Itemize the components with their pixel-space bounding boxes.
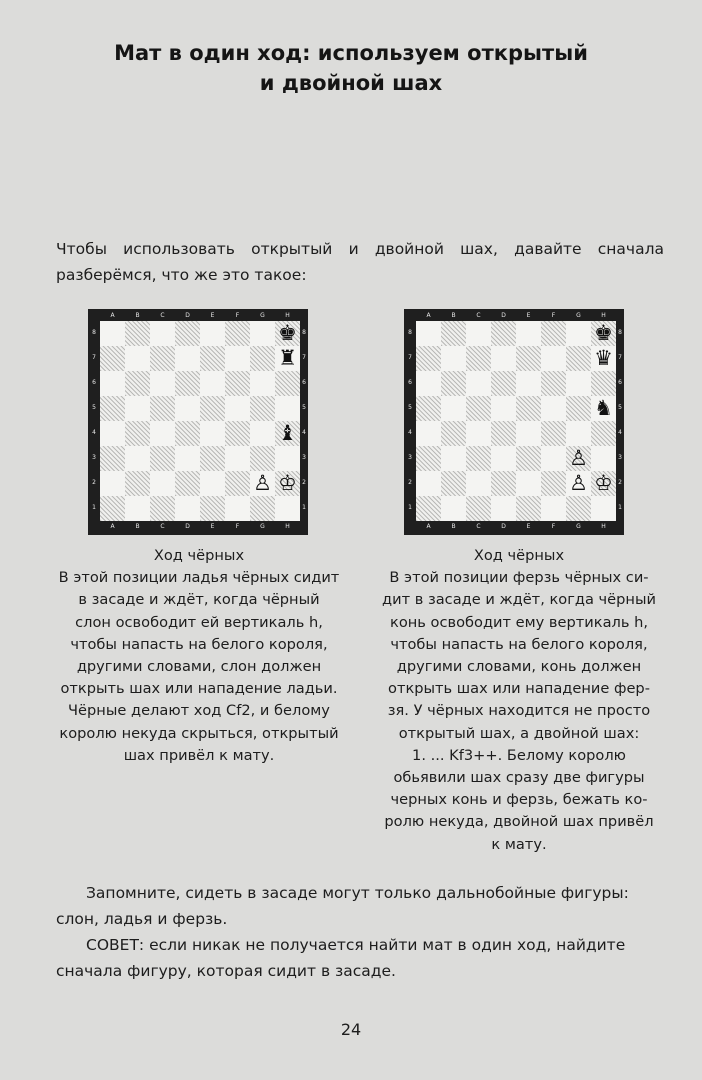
board-square [250,421,275,446]
chess-board-grid [416,321,616,521]
board-square [275,321,300,346]
black-king-icon: ♚ [594,321,613,345]
board-square [466,421,491,446]
rank-label: 2 [618,479,622,486]
board-square [566,396,591,421]
board-square [225,346,250,371]
board-square [416,471,441,496]
file-label: D [185,523,190,530]
board-square [466,371,491,396]
board-square [491,321,516,346]
file-label: F [235,312,240,319]
rank-label: 2 [408,479,412,486]
board-square [591,321,616,346]
caption-line: В этой позиции ладья чёрных сидит [58,569,340,587]
board-square [175,321,200,346]
file-label: G [260,312,265,319]
caption-line: другими словами, конь должен [396,658,642,676]
board-square [466,396,491,421]
caption-title: Ход чёрных [153,547,245,564]
board-square [125,321,150,346]
caption-line: В этой позиции ферзь чёрных си- [389,569,649,587]
board-square [541,471,566,496]
file-label: B [451,312,456,319]
black-queen-icon: ♛ [594,346,613,370]
board-square [100,496,125,521]
file-label: A [426,312,431,319]
caption-line: черных конь и ферзь, бежать ко- [390,791,648,809]
board-square [441,421,466,446]
rank-label: 7 [618,354,622,361]
board-square [491,371,516,396]
board-square [150,346,175,371]
chess-diagram-left [88,309,308,535]
caption-line: чтобы напасть на белого короля, [390,635,648,653]
board-square [175,371,200,396]
board-square [200,446,225,471]
board-square [125,396,150,421]
board-square [125,446,150,471]
board-square [150,321,175,346]
caption-line: открыть шах или нападение фер- [388,680,650,698]
board-square [591,496,616,521]
board-square [150,371,175,396]
rank-label: 3 [92,454,96,461]
board-square [541,446,566,471]
board-square [416,421,441,446]
rank-label: 7 [408,354,412,361]
board-square [150,471,175,496]
white-pawn-icon: ♙ [569,446,588,470]
caption-line: к мату. [491,835,547,853]
board-square [275,496,300,521]
board-square [491,446,516,471]
caption-line: в засаде и ждёт, когда чёрный [78,591,320,609]
board-square [225,396,250,421]
board-square [541,496,566,521]
board-square [125,421,150,446]
board-square [250,371,275,396]
chess-board-grid [100,321,300,521]
black-knight-icon: ♞ [594,396,613,420]
rank-label: 1 [302,504,306,511]
board-square [591,371,616,396]
board-square [225,446,250,471]
title-line-2: и двойной шах [259,71,443,95]
file-label: C [160,523,165,530]
rank-label: 5 [618,404,622,411]
board-square [225,496,250,521]
file-label: G [576,312,581,319]
caption-line: королю некуда скрыться, открытый [59,724,339,742]
board-square [100,471,125,496]
rank-label: 1 [92,504,96,511]
board-square [100,421,125,446]
board-square [566,446,591,471]
board-square [491,346,516,371]
board-square [416,396,441,421]
board-square [225,371,250,396]
board-square [516,371,541,396]
board-square [441,496,466,521]
caption-line: зя. У чёрных находится не просто [387,702,651,720]
white-king-icon: ♔ [278,471,297,495]
rank-label: 6 [302,379,306,386]
tip-paragraph: СОВЕТ: если никак не получается найти мат в один ход, найдите сначала фигуру, которая сидит в засаде. [56,936,626,980]
board-square [566,496,591,521]
board-square [125,471,150,496]
file-label: F [551,312,556,319]
board-square [541,321,566,346]
board-square [200,371,225,396]
board-square [466,471,491,496]
board-square [100,346,125,371]
file-label: E [210,523,215,530]
caption-line: дит в засаде и ждёт, когда чёрный [382,591,656,609]
board-square [275,446,300,471]
board-square [175,421,200,446]
file-label: H [285,523,290,530]
board-square [175,396,200,421]
board-square [491,471,516,496]
board-square [466,446,491,471]
page-number: 24 [340,1020,362,1039]
outro-paragraph-1: Запомните, сидеть в засаде могут только дальнобойные фигуры: слон, ладья и ферзь. [56,884,629,928]
rank-label: 5 [408,404,412,411]
file-label: C [476,523,481,530]
page-title [0,38,702,98]
caption-line: конь освободит ему вертикаль h, [390,613,648,631]
board-square [150,421,175,446]
caption-line: другими словами, слон должен [76,658,322,676]
board-square [416,346,441,371]
board-square [100,371,125,396]
board-square [516,446,541,471]
board-square [441,346,466,371]
board-square [150,396,175,421]
board-square [275,371,300,396]
board-square [175,346,200,371]
rank-label: 8 [618,329,622,336]
rank-label: 2 [92,479,96,486]
rank-label: 3 [408,454,412,461]
file-label: F [235,523,240,530]
file-label: F [551,523,556,530]
file-label: C [476,312,481,319]
board-square [275,421,300,446]
intro-paragraph: Чтобы использовать открытый и двойной шах, давайте сначала разберёмся, что же это такое: [56,240,664,284]
board-square [200,496,225,521]
board-square [225,421,250,446]
file-label: D [501,312,506,319]
board-square [416,371,441,396]
board-square [541,371,566,396]
caption-line: открытый шах, а двойной шах: [398,724,640,742]
caption-title: Ход чёрных [473,547,565,564]
board-square [591,346,616,371]
board-square [516,471,541,496]
file-label: H [601,523,606,530]
board-square [150,496,175,521]
file-label: E [210,312,215,319]
rank-label: 7 [92,354,96,361]
board-square [566,371,591,396]
board-square [150,446,175,471]
black-bishop-icon: ♝ [278,421,297,445]
board-square [516,321,541,346]
board-square [100,446,125,471]
board-square [250,396,275,421]
board-square [175,496,200,521]
rank-label: 2 [302,479,306,486]
board-square [566,471,591,496]
board-square [200,396,225,421]
board-square [566,346,591,371]
board-square [225,321,250,346]
diagram-caption-right [374,545,664,856]
board-square [591,396,616,421]
chess-diagram-right [404,309,624,535]
board-square [441,396,466,421]
rank-label: 6 [618,379,622,386]
rank-label: 8 [92,329,96,336]
rank-label: 6 [92,379,96,386]
board-square [250,346,275,371]
board-square [200,321,225,346]
white-king-icon: ♔ [594,471,613,495]
board-square [250,471,275,496]
rank-label: 3 [618,454,622,461]
caption-line: 1. ... Kf3++. Белому королю [412,746,626,764]
board-square [200,346,225,371]
rank-label: 1 [408,504,412,511]
board-square [466,321,491,346]
board-square [250,446,275,471]
white-pawn-icon: ♙ [569,471,588,495]
diagram-caption-left [54,545,344,767]
board-square [541,421,566,446]
board-square [491,496,516,521]
file-label: G [260,523,265,530]
file-label: D [501,523,506,530]
board-square [541,396,566,421]
rank-label: 7 [302,354,306,361]
rank-label: 4 [92,429,96,436]
black-king-icon: ♚ [278,321,297,345]
board-square [516,396,541,421]
file-label: G [576,523,581,530]
board-square [441,321,466,346]
file-label: E [526,523,531,530]
board-square [591,421,616,446]
file-label: E [526,312,531,319]
board-square [466,346,491,371]
board-square [441,446,466,471]
file-label: C [160,312,165,319]
caption-line: ролю некуда, двойной шах привёл [384,813,654,831]
board-square [250,321,275,346]
board-square [250,496,275,521]
file-label: A [110,523,115,530]
white-pawn-icon: ♙ [253,471,272,495]
rank-label: 8 [302,329,306,336]
rank-label: 6 [408,379,412,386]
file-label: H [601,312,606,319]
board-square [100,321,125,346]
board-square [466,496,491,521]
rank-label: 3 [302,454,306,461]
caption-line: слон освободит ей вертикаль h, [75,613,323,631]
board-square [516,346,541,371]
board-square [275,396,300,421]
board-square [441,471,466,496]
board-square [125,346,150,371]
rank-label: 4 [618,429,622,436]
black-rook-icon: ♜ [278,346,297,370]
outro-text [56,880,666,984]
board-square [441,371,466,396]
board-square [225,471,250,496]
board-square [416,496,441,521]
caption-line: обьявили шах сразу две фигуры [393,769,645,787]
file-label: H [285,312,290,319]
board-square [100,396,125,421]
file-label: A [426,523,431,530]
rank-label: 5 [302,404,306,411]
board-square [416,321,441,346]
board-square [566,421,591,446]
file-label: D [185,312,190,319]
board-square [416,446,441,471]
board-square [566,321,591,346]
file-label: B [451,523,456,530]
board-square [175,471,200,496]
board-square [491,421,516,446]
board-square [516,496,541,521]
rank-label: 4 [408,429,412,436]
caption-line: открыть шах или нападение ладьи. [60,680,338,698]
rank-label: 4 [302,429,306,436]
board-square [200,421,225,446]
board-square [125,371,150,396]
board-square [275,471,300,496]
board-square [491,396,516,421]
title-line-1: Мат в один ход: используем открытый [114,41,588,65]
board-square [200,471,225,496]
board-square [591,446,616,471]
caption-line: чтобы напасть на белого короля, [70,635,328,653]
file-label: B [135,523,140,530]
board-square [275,346,300,371]
file-label: A [110,312,115,319]
board-square [516,421,541,446]
board-square [175,446,200,471]
rank-label: 8 [408,329,412,336]
caption-line: шах привёл к мату. [123,746,275,764]
board-square [591,471,616,496]
rank-label: 1 [618,504,622,511]
file-label: B [135,312,140,319]
board-square [541,346,566,371]
rank-label: 5 [92,404,96,411]
caption-line: Чёрные делают ход Cf2, и белому [68,702,330,720]
board-square [125,496,150,521]
